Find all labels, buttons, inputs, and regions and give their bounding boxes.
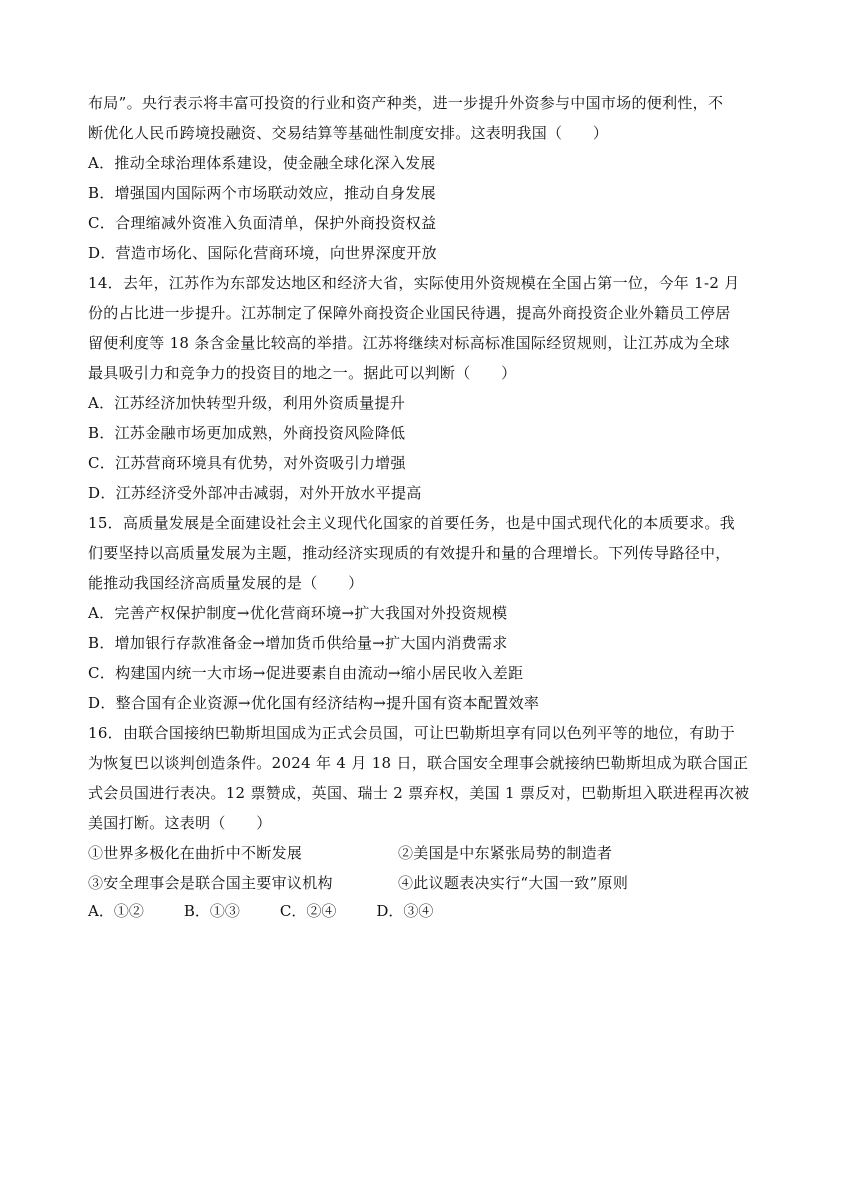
option-d[interactable]: D．整合国有企业资源→优化国有经济结构→提升国有资本配置效率	[88, 694, 540, 712]
question-stem-line: 16．由联合国接纳巴勒斯坦国成为正式会员国，可让巴勒斯坦享有同以色列平等的地位，有助于	[88, 724, 735, 742]
question-stem-line: 美国打断。这表明（ ）	[88, 814, 272, 832]
answer-option-a[interactable]: A．①②	[88, 902, 144, 920]
answer-option-d[interactable]: D．③④	[376, 902, 434, 920]
question-stem-line: 式会员国进行表决。12 票赞成，英国、瑞士 2 票弃权，美国 1 票反对，巴勒斯坦入联进程再次被	[88, 784, 750, 802]
question-stem-line: 14．去年，江苏作为东部发达地区和经济大省，实际使用外资规模在全国占第一位，今年 1-2 月	[88, 274, 740, 292]
question-stem-line: 留便利度等 18 条含金量比较高的举措。江苏将继续对标高标准国际经贸规则，让江苏成为全球	[88, 334, 730, 352]
statement-row	[88, 868, 778, 898]
question-14	[88, 268, 778, 508]
question-stem-line: 份的占比进一步提升。江苏制定了保障外商投资企业国民待遇，提高外商投资企业外籍员工停居	[88, 304, 731, 322]
statement-2: ②美国是中东紧张局势的制造者	[398, 844, 613, 862]
option-d[interactable]: D．营造市场化、国际化营商环境，向世界深度开放	[88, 244, 437, 262]
option-c[interactable]: C．江苏营商环境具有优势，对外资吸引力增强	[88, 454, 406, 472]
question-16	[88, 718, 778, 924]
option-a[interactable]: A．推动全球治理体系建设，使金融全球化深入发展	[88, 154, 436, 172]
exam-page	[88, 88, 778, 924]
option-c[interactable]: C．构建国内统一大市场→促进要素自由流动→缩小居民收入差距	[88, 664, 524, 682]
question-stem-line: 15．高质量发展是全面建设社会主义现代化国家的首要任务，也是中国式现代化的本质要求。我	[88, 514, 735, 532]
option-b[interactable]: B．江苏金融市场更加成熟，外商投资风险降低	[88, 424, 406, 442]
statement-4: ④此议题表决实行“大国一致”原则	[398, 874, 629, 892]
question-stem-line: 布局”。央行表示将丰富可投资的行业和资产种类，进一步提升外资参与中国市场的便利性，不	[88, 94, 724, 112]
option-c[interactable]: C．合理缩减外资准入负面清单，保护外商投资权益	[88, 214, 437, 232]
option-a[interactable]: A．江苏经济加快转型升级，利用外资质量提升	[88, 394, 406, 412]
answer-option-c[interactable]: C．②④	[279, 902, 337, 920]
question-stem-line: 为恢复巴以谈判创造条件。2024 年 4 月 18 日，联合国安全理事会就接纳巴勒斯坦成为联合国正	[88, 754, 749, 772]
option-b[interactable]: B．增强国内国际两个市场联动效应，推动自身发展	[88, 184, 436, 202]
question-stem-line: 们要坚持以高质量发展为主题，推动经济实现质的有效提升和量的合理增长。下列传导路径中，	[88, 544, 731, 562]
option-d[interactable]: D．江苏经济受外部冲击减弱，对外开放水平提高	[88, 484, 422, 502]
question-13	[88, 88, 778, 268]
answer-option-b[interactable]: B．①③	[183, 902, 240, 920]
statement-row	[88, 838, 778, 868]
question-15	[88, 508, 778, 718]
statement-3: ③安全理事会是联合国主要审议机构	[88, 874, 333, 892]
question-stem-line: 能推动我国经济高质量发展的是（ ）	[88, 574, 364, 592]
statement-1: ①世界多极化在曲折中不断发展	[88, 844, 303, 862]
question-stem-line: 最具吸引力和竞争力的投资目的地之一。据此可以判断（ ）	[88, 364, 517, 382]
option-a[interactable]: A．完善产权保护制度→优化营商环境→扩大我国对外投资规模	[88, 604, 508, 622]
answer-options	[88, 898, 778, 924]
option-b[interactable]: B．增加银行存款准备金→增加货币供给量→扩大国内消费需求	[88, 634, 508, 652]
question-stem-line: 断优化人民币跨境投融资、交易结算等基础性制度安排。这表明我国（ ）	[88, 124, 609, 142]
